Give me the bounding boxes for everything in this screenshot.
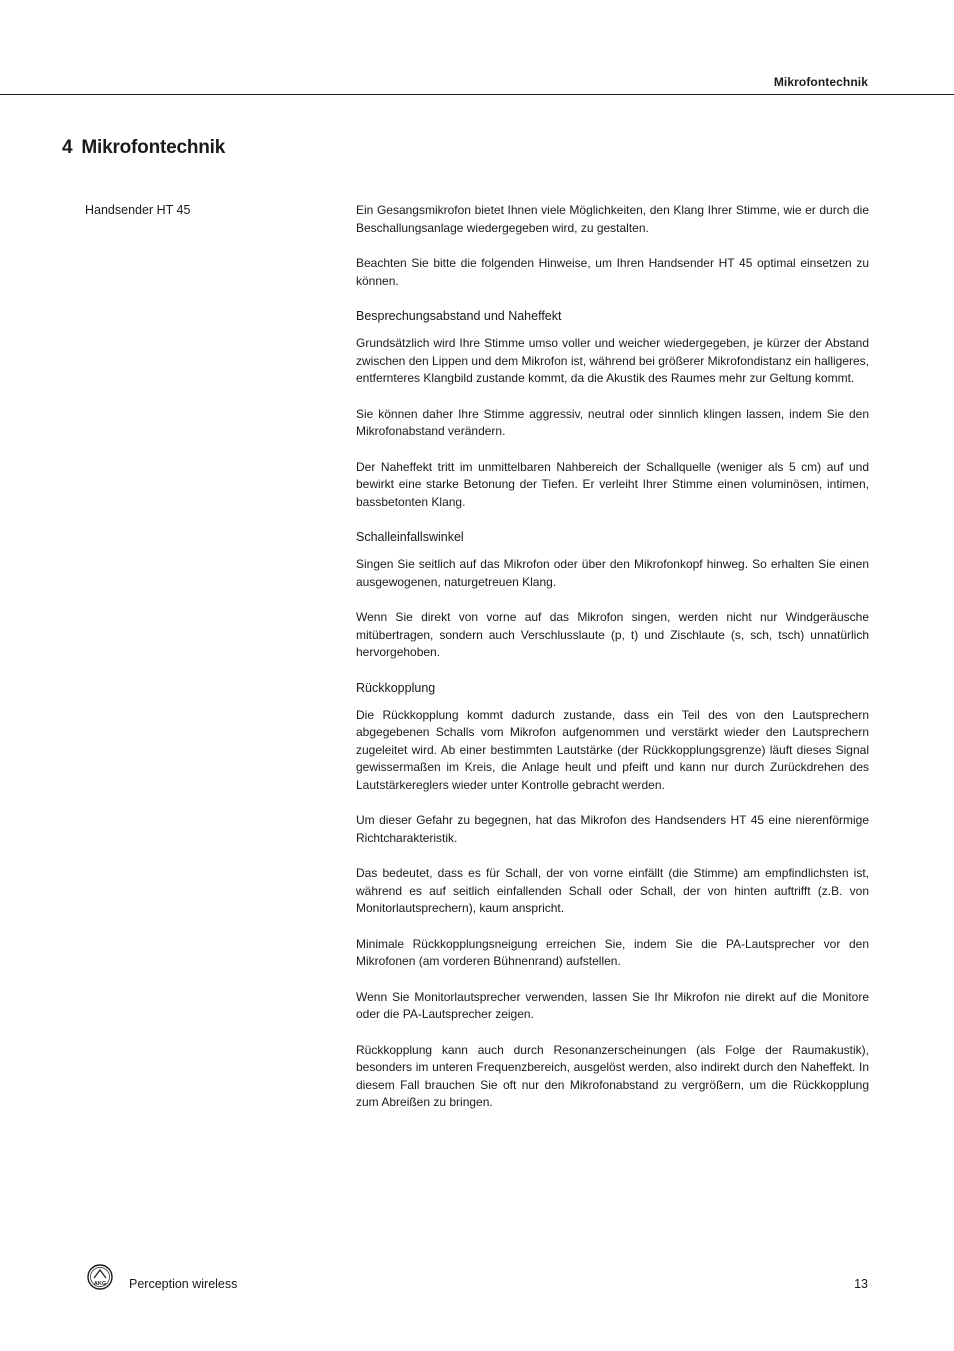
intro-paragraph: Beachten Sie bitte die folgenden Hinweise, um Ihren Handsender HT 45 optimal einsetzen zu können. <box>356 256 869 288</box>
chapter-number: 4 <box>62 137 73 158</box>
body-paragraph: Singen Sie seitlich auf das Mikrofon oder über den Mikrofonkopf hinweg. So erhalten Sie einen ausgewogenen, naturgetreuen Klang. <box>356 557 869 589</box>
chapter-title <box>62 137 225 159</box>
section-heading-rueckkopplung: Rückkopplung <box>356 680 436 695</box>
body-paragraph: Das bedeutet, dass es für Schall, der von vorne einfällt (die Stimme) am empfindlichsten ist, während es auf seitlich einfallenden Schall oder Schall, der von hinten auftrifft (z.B. von Monitorlautsprechern), kaum anspricht. <box>356 866 869 915</box>
akg-logo-text: AKG <box>93 1281 107 1287</box>
body-paragraph: Die Rückkopplung kommt dadurch zustande, dass ein Teil des von den Lautsprechern abgegebenen Schalls vom Mikrofon aufgenommen und verstärkt wieder den Lautsprechern zugeleitet wird. Ab einer bestimmten Lautstärke (der Rückkopplungsgrenze) läuft dieses Signal gewissermaßen im Kreis, die Anlage heult und pfeift und kann nur durch Zurückdrehen des Lautstärkereglers wieder unter Kontrolle gebracht werden. <box>356 707 869 792</box>
body-paragraph: Der Naheffekt tritt im unmittelbaren Nahbereich der Schallquelle (weniger als 5 cm) auf und bewirkt eine starke Betonung der Tiefen. Er verleiht Ihrer Stimme einen voluminösen, intimen, bassbetonten Klang. <box>356 459 869 509</box>
section-heading-schalleinfallswinkel: Schalleinfallswinkel <box>356 530 464 544</box>
chapter-title-text: Mikrofontechnik <box>81 137 226 158</box>
body-paragraph: Um dieser Gefahr zu begegnen, hat das Mikrofon des Handsenders HT 45 eine nierenförmige Richtcharakteristik. <box>356 813 869 845</box>
running-header-title: Mikrofontechnik <box>773 75 868 89</box>
akg-logo-icon <box>87 1264 113 1290</box>
main-text-column <box>356 202 869 1130</box>
section-heading-naheffekt: Besprechungsabstand und Naheffekt <box>356 309 562 323</box>
side-label: Handsender HT 45 <box>85 203 191 217</box>
body-paragraph: Wenn Sie direkt von vorne auf das Mikrofon singen, werden nicht nur Windgeräusche mitübertragen, sondern auch Verschlusslaute (p, t) und Zischlaute (s, sch, tsch) unnatürlich hervorgehoben. <box>356 610 869 659</box>
body-paragraph: Rückkopplung kann auch durch Resonanzerscheinungen (als Folge der Raumakustik), besonders im unteren Frequenzbereich, ausgelöst werden, also indirekt durch den Naheffekt. In diesem Fall brauchen Sie oft nur den Mikrofonabstand zu vergrößern, um die Rückkopplung zum Abreißen zu bringen. <box>356 1042 869 1109</box>
body-paragraph: Sie können daher Ihre Stimme aggressiv, neutral oder sinnlich klingen lassen, indem Sie den Mikrofonabstand verändern. <box>356 406 869 438</box>
header-rule <box>0 94 954 95</box>
page-number: 13 <box>854 1277 868 1291</box>
body-paragraph: Grundsätzlich wird Ihre Stimme umso voller und weicher wiedergegeben, je kürzer der Abstand zwischen den Lippen und dem Mikrofon ist, während bei größerer Mikrofondistanz ein halligeres, entfernteres Klangbild zustande kommt, da die Akustik des Raumes mehr zur Geltung kommt. <box>356 336 869 385</box>
body-paragraph: Wenn Sie Monitorlautsprecher verwenden, lassen Sie Ihr Mikrofon nie direkt auf die Monitore oder die PA-Lautsprecher zeigen. <box>356 989 869 1021</box>
intro-paragraph: Ein Gesangsmikrofon bietet Ihnen viele Möglichkeiten, den Klang Ihrer Stimme, wie er durch die Beschallungsanlage wiedergegeben wird, zu gestalten. <box>356 203 869 235</box>
body-paragraph: Minimale Rückkopplungsneigung erreichen Sie, indem Sie die PA-Lautsprecher vor den Mikrofonen (am vorderen Bühnenrand) aufstellen. <box>356 936 869 968</box>
footer-product-name: Perception wireless <box>129 1277 238 1291</box>
